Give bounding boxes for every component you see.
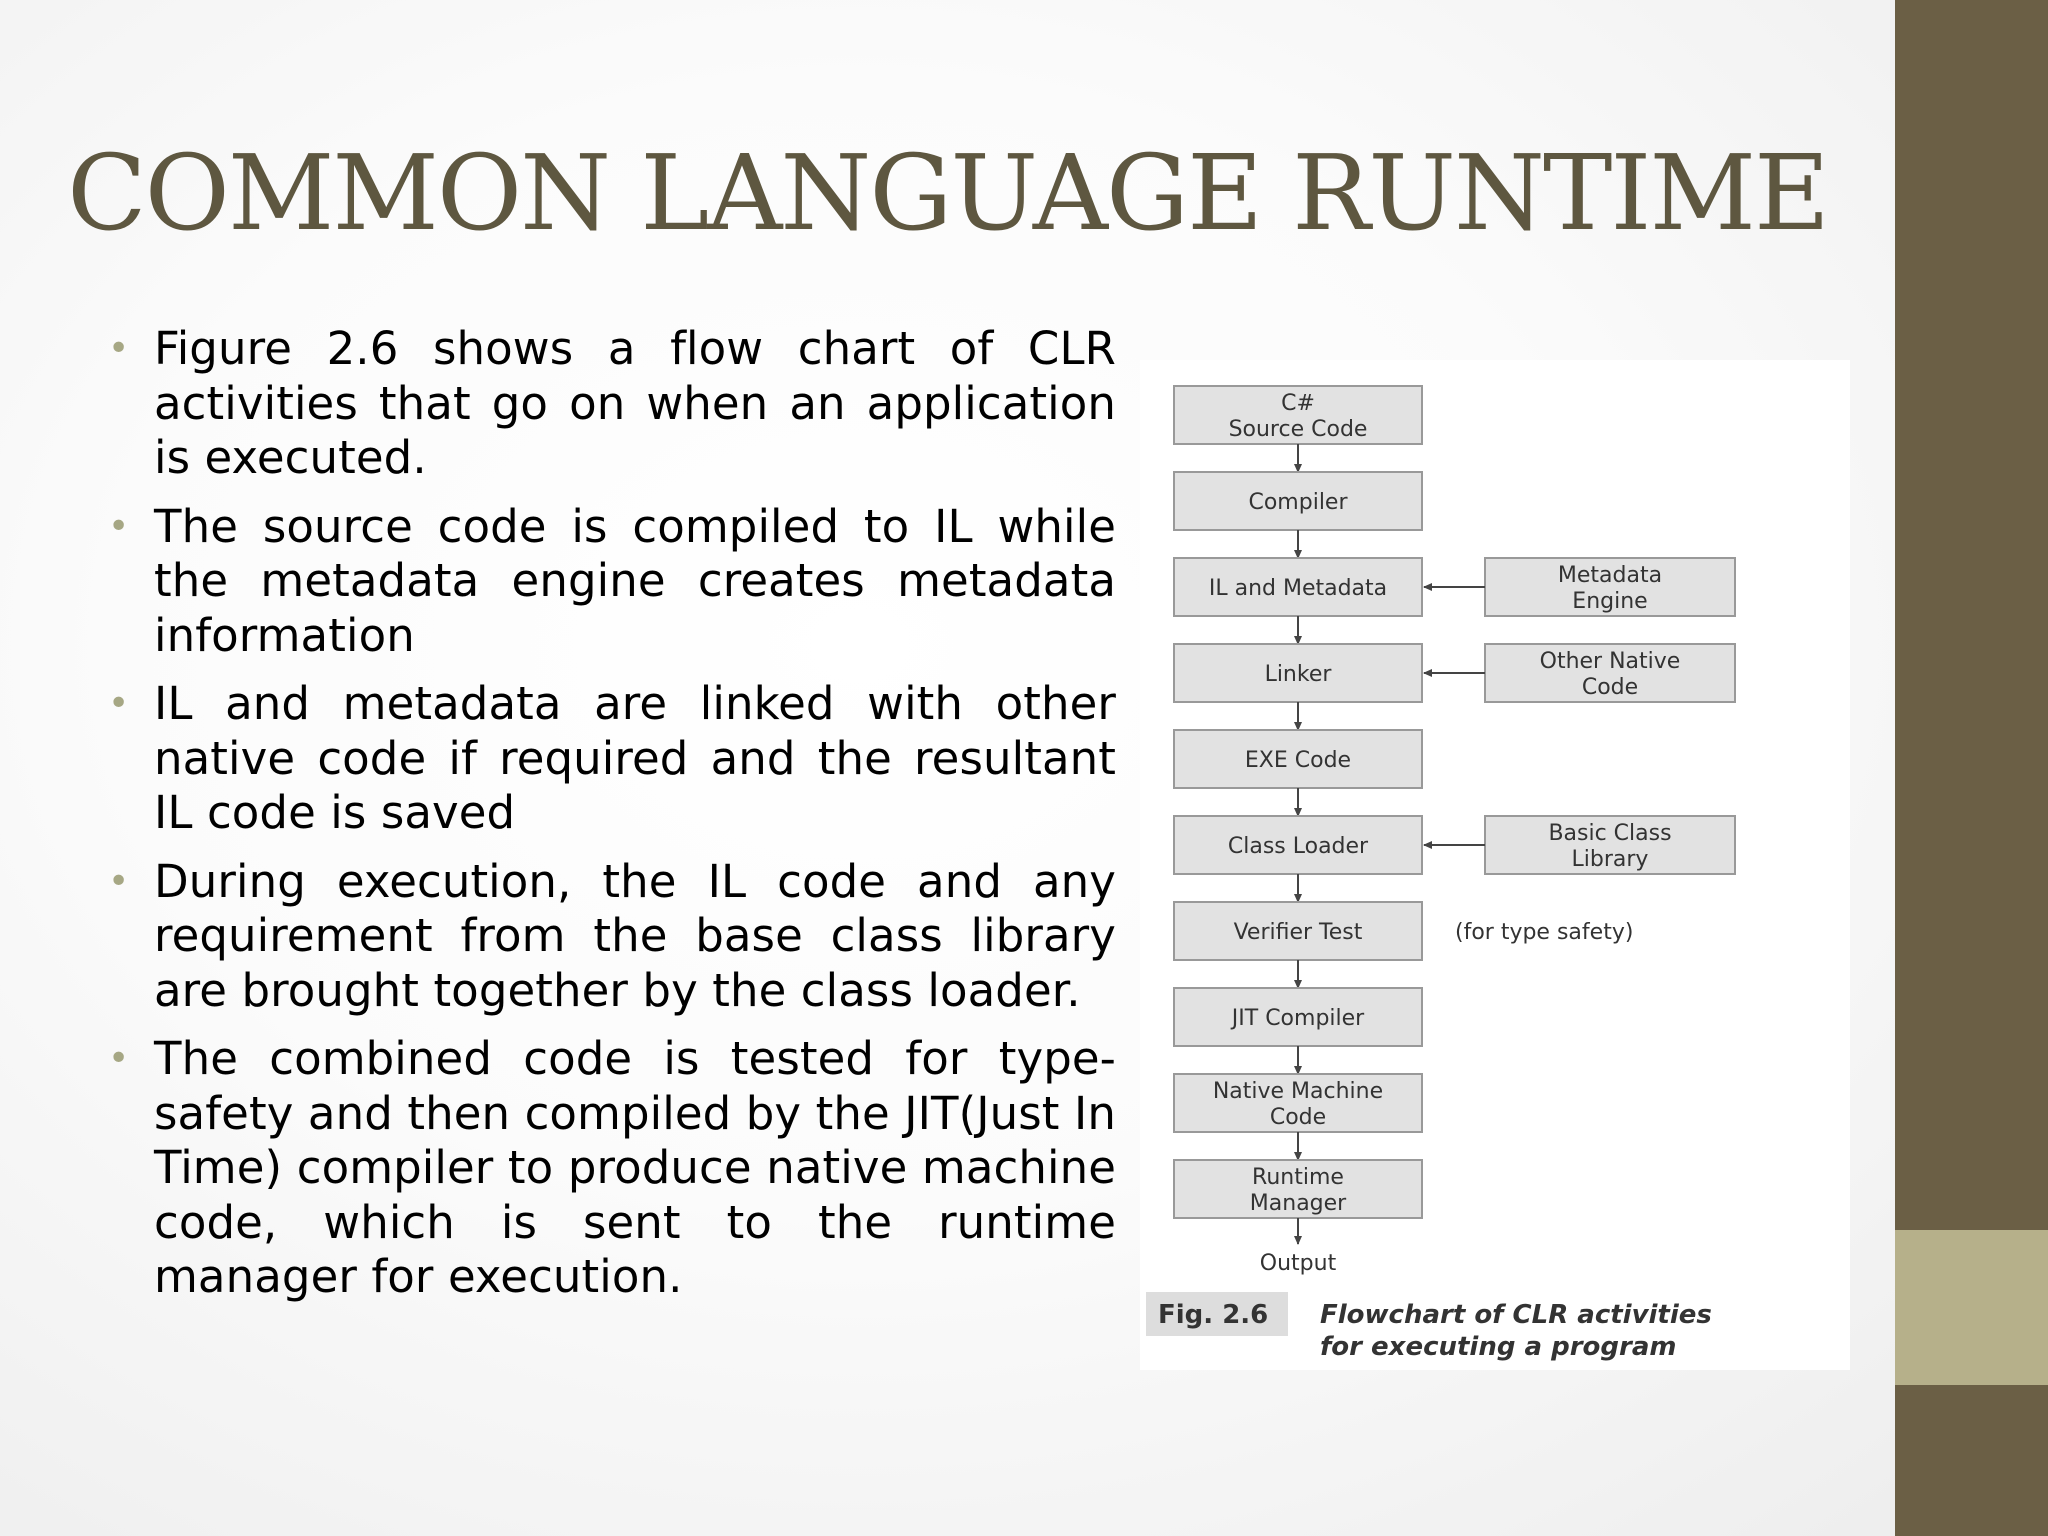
- flow-step-label: Linker: [1264, 662, 1332, 687]
- flow-step-label: Class Loader: [1227, 834, 1369, 859]
- bullet-marker: •: [108, 860, 130, 902]
- bullet-list: [100, 322, 1116, 1319]
- flow-step-label: Source Code: [1228, 417, 1368, 442]
- accent-bar-bottom: [1895, 1385, 2048, 1536]
- bullet-marker: •: [108, 1038, 130, 1079]
- output-label: Output: [1259, 1251, 1337, 1276]
- type-safety-note: (for type safety): [1455, 920, 1634, 945]
- flow-step-label: Code: [1269, 1105, 1327, 1130]
- caption-text: Flowchart of CLR activities: [1320, 1300, 1712, 1330]
- flow-step-label: Runtime: [1252, 1165, 1344, 1190]
- flow-step-label: C#: [1281, 391, 1315, 416]
- bullet-text: Figure 2.6 shows a flow chart of CLR activities that go on when an application is executed.: [154, 322, 1116, 484]
- flow-step-label: Native Machine: [1212, 1079, 1384, 1104]
- caption-text: for executing a program: [1320, 1332, 1677, 1362]
- clr-flowchart-figure: [1140, 360, 1850, 1370]
- flow-step-label: EXE Code: [1244, 748, 1352, 773]
- side-input-label: Library: [1571, 847, 1649, 872]
- side-input-label: Metadata: [1557, 563, 1663, 588]
- bullet-text: During execution, the IL code and any requirement from the base class library are brought together by the class loader.: [154, 854, 1116, 1017]
- side-input-label: Other Native: [1539, 649, 1681, 674]
- side-input-label: Code: [1581, 675, 1639, 700]
- flow-step-label: Manager: [1249, 1191, 1347, 1216]
- bullet-item: [100, 322, 1116, 486]
- flow-step-label: IL and Metadata: [1208, 576, 1388, 601]
- slide-title: COMMON LANGUAGE RUNTIME: [67, 132, 1828, 254]
- bullet-item: [100, 855, 1116, 1019]
- flow-step-label: Compiler: [1248, 490, 1348, 515]
- bullet-item: [100, 1032, 1116, 1305]
- caption-label: Fig. 2.6: [1158, 1300, 1269, 1330]
- flow-step-label: Verifier Test: [1233, 920, 1363, 945]
- clr-flowchart: [1140, 360, 1850, 1370]
- bullet-marker: •: [108, 328, 130, 369]
- bullet-text: The combined code is tested for type-safety and then compiled by the JIT(Just In Time) compiler to produce native machine code, which is sent to the runtime manager for execution.: [154, 1032, 1116, 1303]
- bullet-text: IL and metadata are linked with other native code if required and the resultant IL code is saved: [154, 677, 1116, 839]
- accent-bar-middle: [1895, 1230, 2048, 1385]
- side-input-label: Basic Class: [1548, 821, 1672, 846]
- bullet-text: The source code is compiled to IL while the metadata engine creates metadata information: [154, 499, 1116, 662]
- bullet-item: [100, 500, 1116, 664]
- bullet-item: [100, 677, 1116, 841]
- accent-bar-top: [1895, 0, 2048, 1230]
- bullet-marker: •: [108, 683, 130, 724]
- flow-step-label: JIT Compiler: [1231, 1006, 1365, 1031]
- bullet-marker: •: [108, 505, 130, 547]
- side-input-label: Engine: [1572, 589, 1648, 614]
